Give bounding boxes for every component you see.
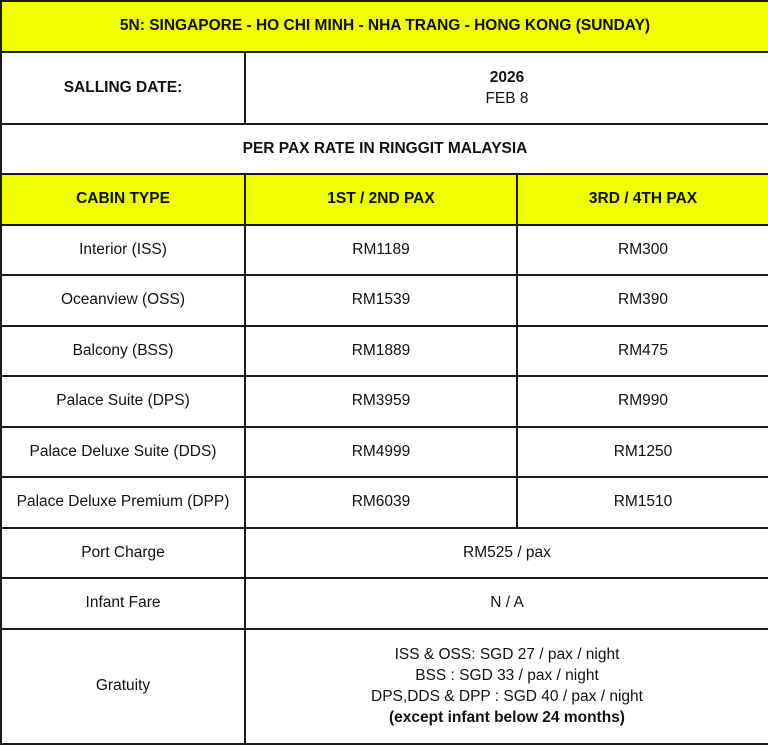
cabin-type: Palace Suite (DPS) <box>1 376 245 427</box>
rate-pax-1-2: RM4999 <box>245 427 517 478</box>
sailing-date-value <box>245 52 768 124</box>
table-row <box>1 477 768 528</box>
port-charge-row <box>1 528 768 579</box>
infant-fare-label: Infant Fare <box>1 578 245 629</box>
rate-pax-1-2: RM1889 <box>245 326 517 377</box>
table-row <box>1 427 768 478</box>
infant-fare-row <box>1 578 768 629</box>
header-row <box>1 174 768 225</box>
rate-pax-3-4: RM1250 <box>517 427 768 478</box>
rate-note-row <box>1 124 768 175</box>
rate-pax-1-2: RM1189 <box>245 225 517 276</box>
table-row <box>1 326 768 377</box>
rate-pax-3-4: RM1510 <box>517 477 768 528</box>
table-row <box>1 376 768 427</box>
rate-pax-3-4: RM300 <box>517 225 768 276</box>
header-pax-3-4: 3RD / 4TH PAX <box>517 174 768 225</box>
gratuity-label: Gratuity <box>1 629 245 744</box>
rate-pax-1-2: RM6039 <box>245 477 517 528</box>
sailing-date: FEB 8 <box>485 89 529 107</box>
sailing-date-label: SALLING DATE: <box>1 52 245 124</box>
gratuity-line: DPS,DDS & DPP : SGD 40 / pax / night <box>371 688 643 705</box>
sailing-year: 2026 <box>489 68 525 86</box>
rate-pax-3-4: RM475 <box>517 326 768 377</box>
cabin-type: Interior (ISS) <box>1 225 245 276</box>
rate-pax-3-4: RM390 <box>517 275 768 326</box>
cabin-type: Oceanview (OSS) <box>1 275 245 326</box>
rate-pax-1-2: RM3959 <box>245 376 517 427</box>
cabin-type: Palace Deluxe Suite (DDS) <box>1 427 245 478</box>
sailing-row <box>1 52 768 124</box>
gratuity-row <box>1 629 768 744</box>
rate-pax-1-2: RM1539 <box>245 275 517 326</box>
rate-note: PER PAX RATE IN RINGGIT MALAYSIA <box>1 124 768 175</box>
title-row <box>1 1 768 52</box>
header-cabin-type: CABIN TYPE <box>1 174 245 225</box>
cabin-type: Balcony (BSS) <box>1 326 245 377</box>
infant-fare-value: N / A <box>245 578 768 629</box>
port-charge-label: Port Charge <box>1 528 245 579</box>
gratuity-line: BSS : SGD 33 / pax / night <box>415 667 599 684</box>
gratuity-details <box>245 629 768 744</box>
cruise-title: 5N: SINGAPORE - HO CHI MINH - NHA TRANG - HONG KONG (SUNDAY) <box>1 1 768 52</box>
port-charge-value: RM525 / pax <box>245 528 768 579</box>
gratuity-line: ISS & OSS: SGD 27 / pax / night <box>394 646 620 663</box>
rate-pax-3-4: RM990 <box>517 376 768 427</box>
header-pax-1-2: 1ST / 2ND PAX <box>245 174 517 225</box>
cabin-type: Palace Deluxe Premium (DPP) <box>1 477 245 528</box>
table-row <box>1 225 768 276</box>
gratuity-note: (except infant below 24 months) <box>389 709 625 726</box>
table-row <box>1 275 768 326</box>
